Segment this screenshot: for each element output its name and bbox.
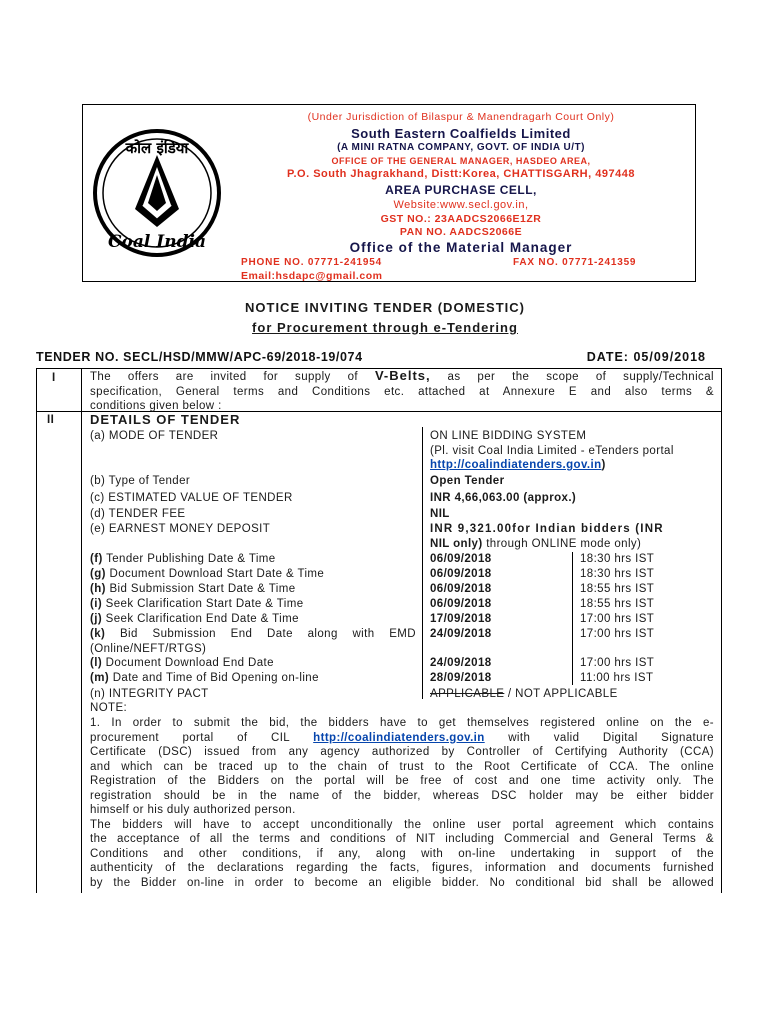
pan-number: PAN NO. AADCS2066E [399,226,523,238]
schedule-date: 06/09/2018 [430,598,492,610]
schedule-time: 11:00 hrs IST [580,672,654,684]
gst-number: GST NO.: 23AADCS2066E1ZR [380,213,542,225]
portal-link-note[interactable]: http://coalindiatenders.gov.in [313,731,485,744]
website: Website:www.secl.gov.in, [393,199,529,211]
schedule-date: 24/09/2018 [430,657,492,669]
schedule-date: 06/09/2018 [430,583,492,595]
emd-value-line2: NIL only) through ONLINE mode only) [430,538,642,550]
note-paragraph: 1. In order to submit the bid, the bidders have to get themselves registered online on the e- procurement portal of CIL http://coalindiatenders.gov.in with valid Digital Signature Certificate (DSC) issued from any agency authorized by Controller of Certifying Authority (CCA) and which can be traced up to the chain of trust to the Root Certificate of CCA. The online Registration of the Bidders on the portal will be free of cost and one time activity only. The registration should be in the name of the bidder, whereas DSC holder may be either bidder himself or his duly authorized person. The bidders will have to accept unconditionally the online user portal agreement which contains the acceptance of all the terms and conditions of NIT including Commercial and General Terms & Conditions and other conditions, if any, along with on-line undertaking in support of the authenticity of the declarations regarding the facts, figures, information and documents furnished by the Bidder on-line in order to become an eligible bidder. No conditional bid shall be allowed [90,717,714,889]
details-heading: DETAILS OF TENDER [90,412,241,427]
schedule-time: 18:30 hrs IST [580,568,655,580]
email: Email:hsdapc@gmail.com [241,270,383,282]
schedule-time: 18:55 hrs IST [580,583,655,595]
emd-label: (e) EARNEST MONEY DEPOSIT [90,523,271,535]
num-column-divider [81,369,82,893]
value-column-divider [422,427,423,699]
schedule-label: (g) Document Download Start Date & Time [90,568,325,580]
schedule-time: 17:00 hrs IST [580,657,655,669]
estimated-value: INR 4,66,063.00 (approx.) [430,492,577,504]
emd-value: INR 9,321.00for Indian bidders (INR [430,523,664,535]
mode-label: (a) MODE OF TENDER [90,430,219,442]
jurisdiction-note: (Under Jurisdiction of Bilaspur & Manendragarh Court Only) [307,111,615,123]
estimated-value-label: (c) ESTIMATED VALUE OF TENDER [90,492,293,504]
schedule-date: 17/09/2018 [430,613,492,625]
schedule-label: (j) Seek Clarification End Date & Time [90,613,299,625]
type-label: (b) Type of Tender [90,475,191,487]
schedule-time: 17:00 hrs IST [580,628,655,640]
schedule-time: 18:55 hrs IST [580,598,655,610]
portal-link-row: http://coalindiatenders.gov.in) [430,459,606,471]
schedule-time: 18:30 hrs IST [580,553,655,565]
integrity-pact-value: APPLICABLE / NOT APPLICABLE [430,688,618,700]
portal-link[interactable]: http://coalindiatenders.gov.in [430,459,602,471]
fax-number: FAX NO. 07771-241359 [513,257,637,268]
section-number-2: II [47,414,55,426]
company-subtitle: (A MINI RATNA COMPANY, GOVT. OF INDIA U/T) [337,142,585,153]
company-name: South Eastern Coalfields Limited [351,126,571,141]
note-heading: NOTE: [90,702,128,714]
tender-number: TENDER NO. SECL/HSD/MMW/APC-69/2018-19/074 [36,350,363,364]
svg-text:कोल इंडिया: कोल इंडिया [125,139,189,157]
schedule-date: 06/09/2018 [430,568,492,580]
tender-fee-label: (d) TENDER FEE [90,508,186,520]
tender-fee-value: NIL [430,508,450,520]
integrity-pact-label: (n) INTEGRITY PACT [90,688,209,700]
notice-title: NOTICE INVITING TENDER (DOMESTIC) [245,300,525,315]
k-row-line2: (Online/NEFT/RTGS) [90,643,207,655]
office-material-manager: Office of the Material Manager [349,240,573,255]
schedule-date: 24/09/2018 [430,628,492,640]
mode-value: ON LINE BIDDING SYSTEM [430,430,587,442]
svg-text:Coal India: Coal India [108,232,206,252]
schedule-date: 28/09/2018 [430,672,492,684]
tender-date: DATE: 05/09/2018 [586,350,706,364]
section-1-text: The offers are invited for supply of V-Belts, as per the scope of supply/Technical specification, General terms and Conditions etc. attached at Annexure E and also terms & conditions given below : [90,368,714,412]
schedule-time: 17:00 hrs IST [580,613,655,625]
type-value: Open Tender [430,475,505,487]
notice-subtitle: for Procurement through e-Tendering [252,320,518,335]
mode-portal-note: (Pl. visit Coal India Limited - eTenders portal [430,445,674,457]
schedule-label: (f) Tender Publishing Date & Time [90,553,276,565]
phone-number: PHONE NO. 07771-241954 [241,257,383,268]
schedule-label: (h) Bid Submission Start Date & Time [90,583,296,595]
schedule-label: (k) Bid Submission End Date along with EMD [90,628,416,640]
coal-india-logo [91,117,223,267]
schedule-date: 06/09/2018 [430,553,492,565]
schedule-label: (i) Seek Clarification Start Date & Time [90,598,304,610]
schedule-label: (l) Document Download End Date [90,657,274,669]
schedule-label: (m) Date and Time of Bid Opening on-line [90,672,319,684]
purchase-cell: AREA PURCHASE CELL, [385,183,537,197]
time-column-divider [572,552,573,685]
section-number-1: I [52,372,56,384]
letterhead [82,104,696,282]
address: P.O. South Jhagrakhand, Distt:Korea, CHATTISGARH, 497448 [287,168,635,180]
office-gm: OFFICE OF THE GENERAL MANAGER, HASDEO AREA, [331,156,591,166]
